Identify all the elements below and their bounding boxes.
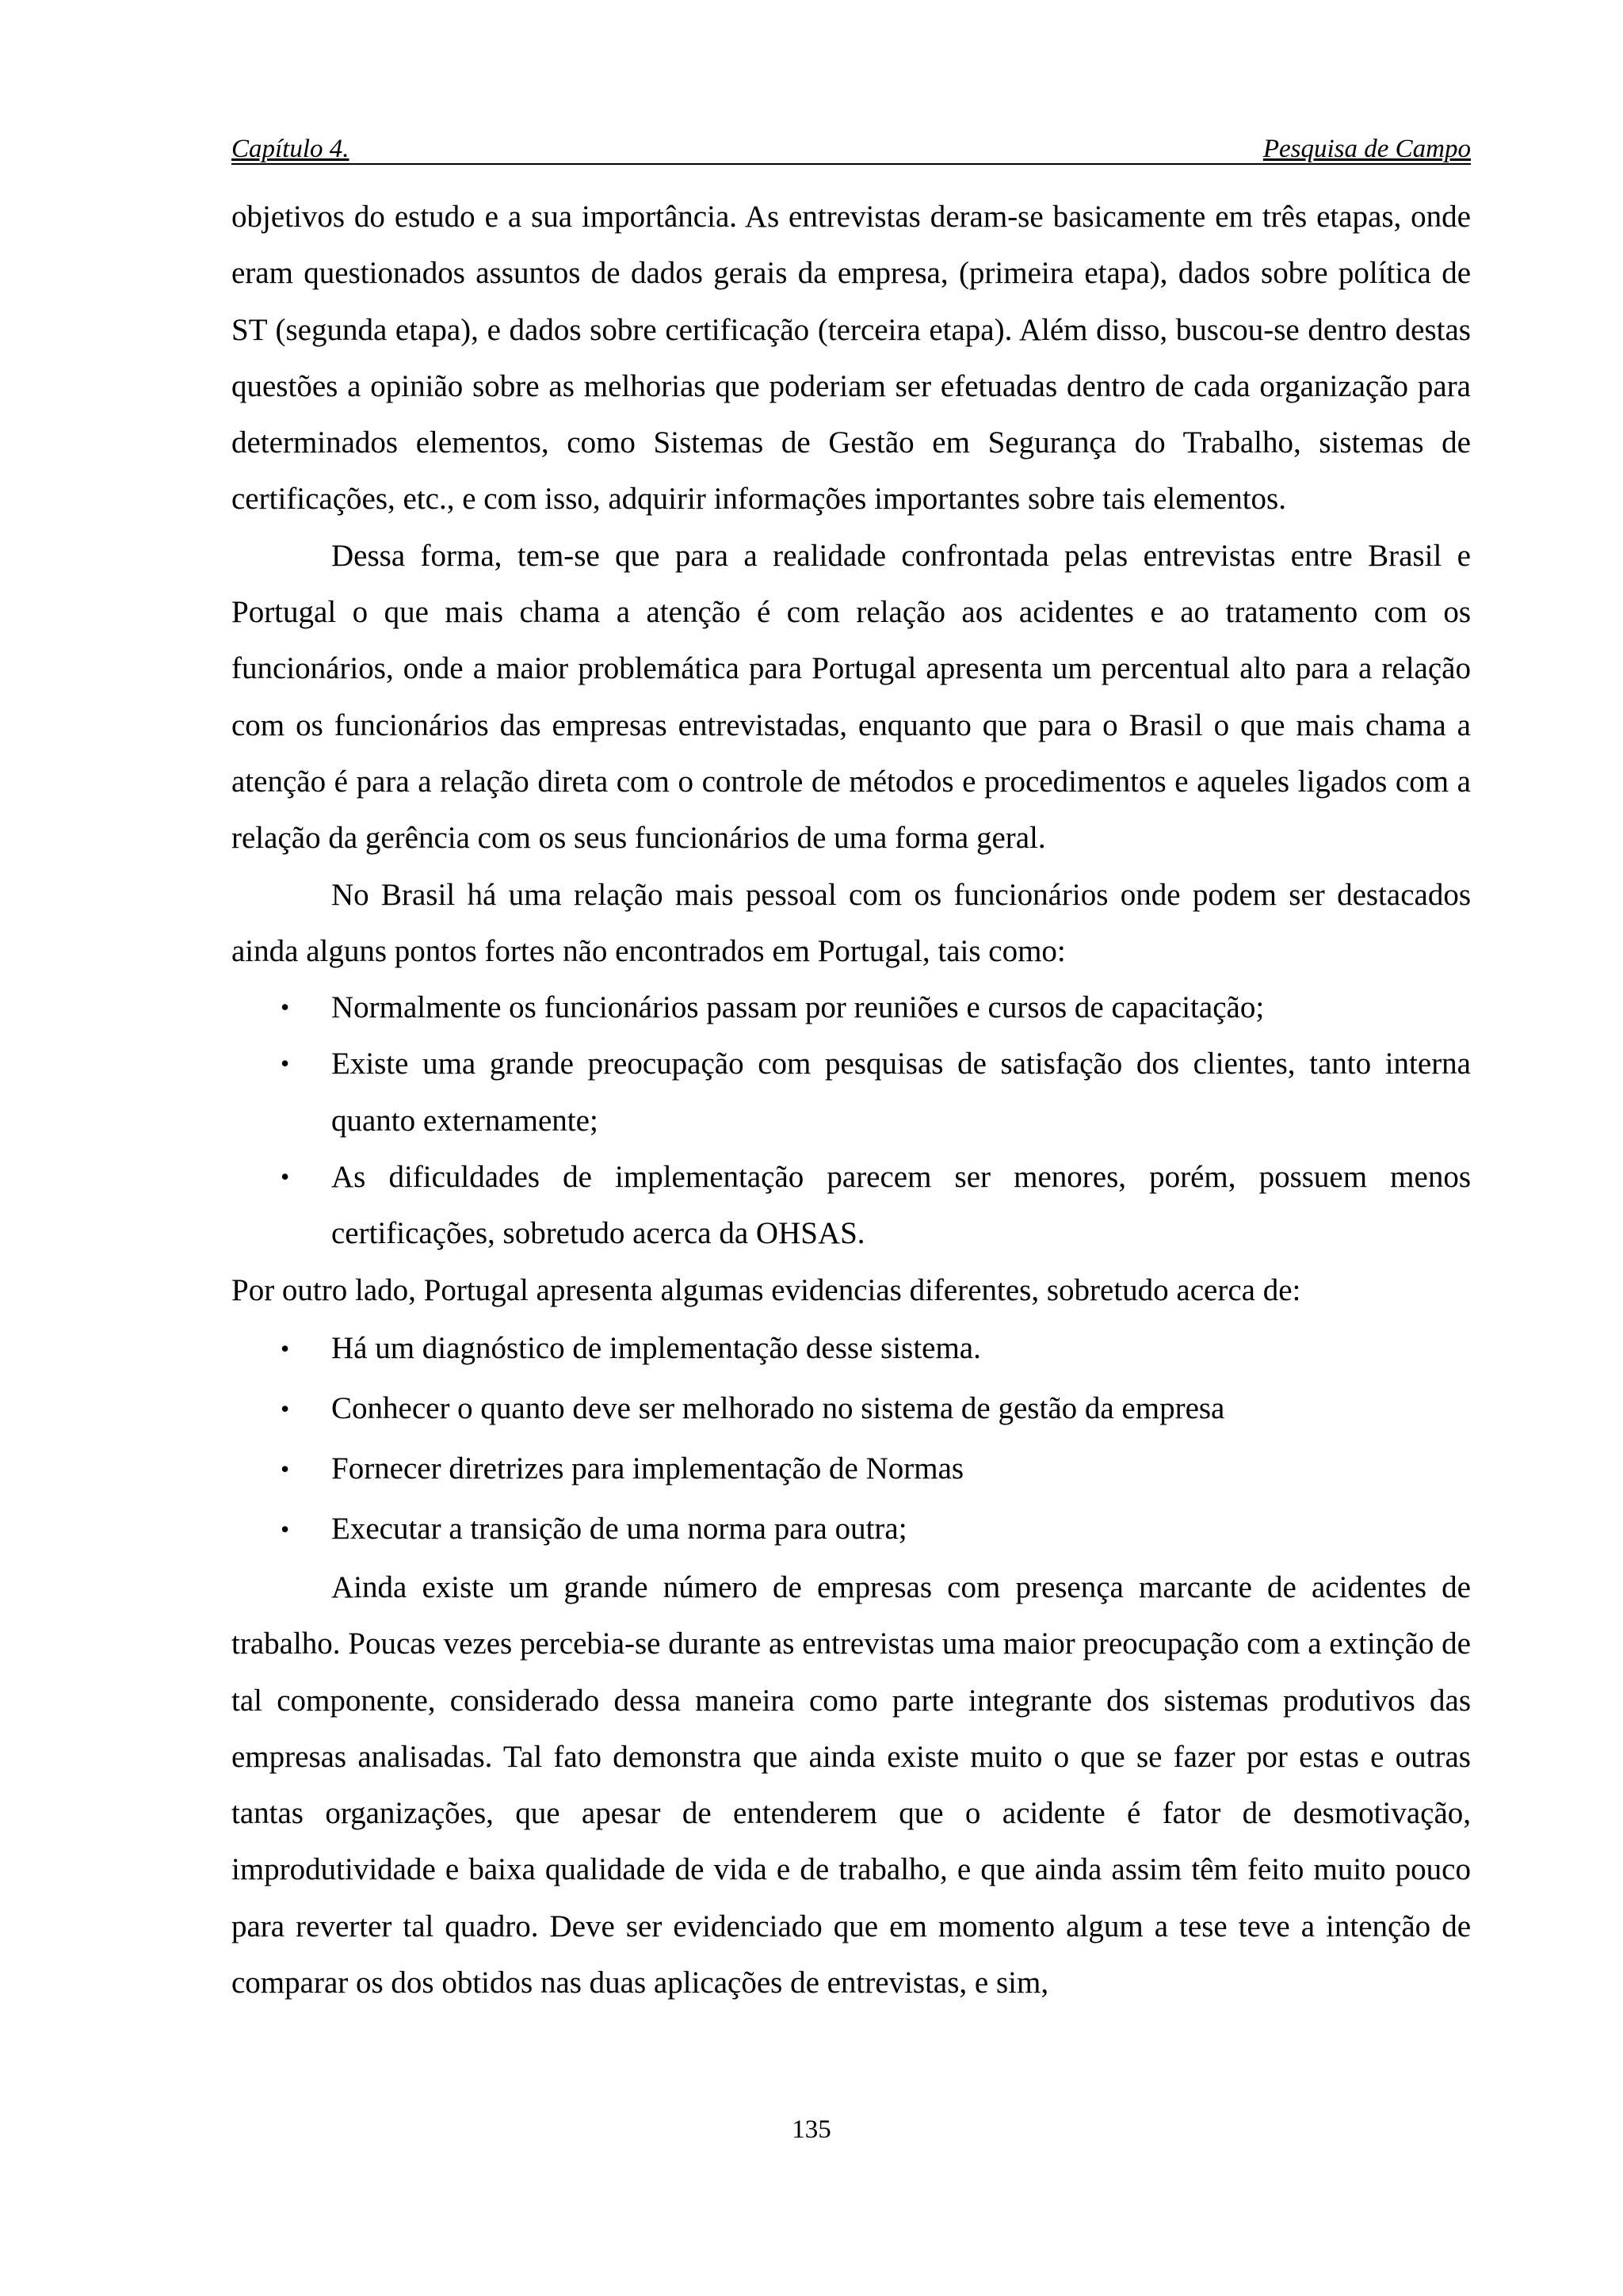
list-item-text: Executar a transição de uma norma para outra; — [331, 1511, 907, 1546]
list-item — [231, 1379, 1471, 1439]
list-item — [231, 1499, 1471, 1559]
page-number: 135 — [792, 2115, 831, 2144]
section-label: Pesquisa de Campo — [1262, 135, 1471, 163]
paragraph-portugal-intro: Por outro lado, Portugal apresenta algumas evidencias diferentes, sobretudo acerca de: — [231, 1272, 1301, 1307]
bullet-icon: • — [281, 1049, 290, 1078]
brazil-points-list — [231, 979, 1471, 1261]
chapter-label: Capítulo 4. — [231, 135, 349, 163]
bullet-icon: • — [281, 1394, 290, 1423]
list-item-text: Existe uma grande preocupação com pesquisas de satisfação dos clientes, tanto interna quanto externamente; — [331, 1047, 1471, 1138]
list-item-text: Fornecer diretrizes para implementação de Normas — [331, 1451, 964, 1486]
bullet-icon: • — [281, 1514, 290, 1543]
paragraph-brazil-intro: No Brasil há uma relação mais pessoal com os funcionários onde podem ser destacados ainda alguns pontos fortes não encontrados em Portugal, tais como: — [231, 877, 1471, 968]
paragraph-continuation: objetivos do estudo e a sua importância. As entrevistas deram-se basicamente em três etapas, onde eram questionados assuntos de dados gerais da empresa, (primeira etapa), dados sobre política de ST (segunda etapa), e dados sobre certificação (terceira etapa). Além disso, buscou-se dentro destas questões a opinião sobre as melhorias que poderiam ser efetuadas dentro de cada organização para determinados elementos, como Sistemas de Gestão em Segurança do Trabalho, sistemas de certificações, etc., e com isso, adquirir informações importantes sobre tais elementos. — [231, 200, 1471, 517]
portugal-points-list — [231, 1318, 1471, 1559]
list-item — [231, 1035, 1471, 1149]
list-item — [231, 1318, 1471, 1379]
bullet-icon: • — [281, 993, 290, 1022]
running-header — [231, 132, 1471, 165]
list-item-text: Há um diagnóstico de implementação desse sistema. — [331, 1330, 981, 1365]
bullet-icon: • — [281, 1454, 290, 1483]
list-item-text: As dificuldades de implementação parecem ser menores, porém, possuem menos certificações, sobretudo acerca da OHSAS. — [331, 1160, 1471, 1251]
bullet-icon: • — [281, 1333, 290, 1363]
list-item — [231, 979, 1471, 1035]
list-item — [231, 1439, 1471, 1499]
list-item-text: Conhecer o quanto deve ser melhorado no sistema de gestão da empresa — [331, 1390, 1225, 1425]
paragraph-conclusion: Ainda existe um grande número de empresas com presença marcante de acidentes de trabalho. Poucas vezes percebia-se durante as entrevistas uma maior preocupação com a extinção de tal componente, considerado dessa maneira como parte integrante dos sistemas produtivos das empresas analisadas. Tal fato demonstra que ainda existe muito o que se fazer por estas e outras tantas organizações, que apesar de entenderem que o acidente é fator de desmotivação, improdutividade e baixa qualidade de vida e de trabalho, e que ainda assim têm feito muito pouco para reverter tal quadro. Deve ser evidenciado que em momento algum a tese teve a intenção de comparar os dos obtidos nas duas aplicações de entrevistas, e sim, — [231, 1569, 1471, 2000]
bullet-icon: • — [281, 1162, 290, 1192]
paragraph-accidents: Dessa forma, tem-se que para a realidade confrontada pelas entrevistas entre Brasil e Portugal o que mais chama a atenção é com relação aos acidentes e ao tratamento com os funcionários, onde a maior problemática para Portugal apresenta um percentual alto para a relação com os funcionários das empresas entrevistadas, enquanto que para o Brasil o que mais chama a atenção é para a relação direta com o controle de métodos e procedimentos e aqueles ligados com a relação da gerência com os seus funcionários de uma forma geral. — [231, 538, 1471, 856]
list-item — [231, 1149, 1471, 1262]
list-item-text: Normalmente os funcionários passam por reuniões e cursos de capacitação; — [331, 990, 1265, 1025]
body-text — [231, 189, 1471, 2011]
